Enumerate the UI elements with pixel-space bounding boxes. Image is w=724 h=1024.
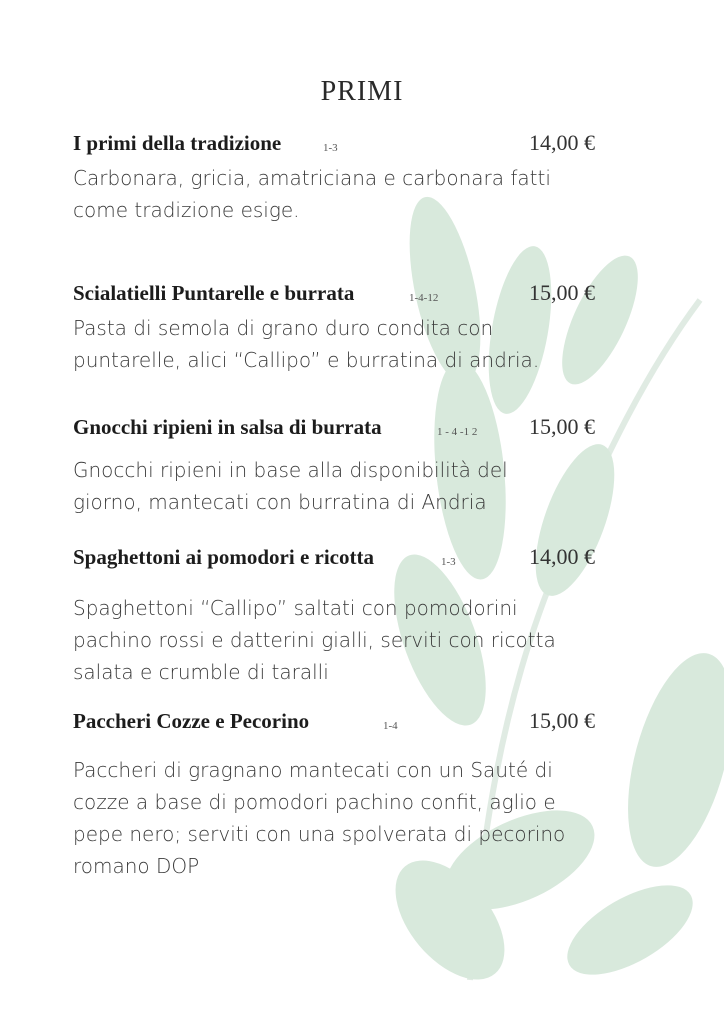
menu-item-description: Spaghettoni “Callipo” saltati con pomodorini pachino rossi e datterini gialli, serviti con ricotta salata e crumble di taralli	[73, 596, 556, 684]
menu-item-price: 14,00 €	[529, 544, 595, 569]
menu-item-allergens: 1-3	[323, 142, 338, 154]
menu-item-name: Paccheri Cozze e Pecorino	[73, 709, 310, 733]
menu-item-description: Gnocchi ripieni in base alla disponibilità del giorno, mantecati con burratina di Andria	[73, 458, 508, 514]
menu-item-price: 15,00 €	[529, 414, 595, 439]
menu-item-name: Gnocchi ripieni in salsa di burrata	[73, 415, 382, 439]
menu-item-allergens: 1-4-12	[409, 292, 439, 304]
menu-item-description: Pasta di semola di grano duro condita con puntarelle, alici “Callipo” e burratina di andria.	[73, 316, 540, 372]
menu-item	[73, 410, 653, 518]
menu-item-name: Spaghettoni ai pomodori e ricotta	[73, 545, 374, 569]
menu-item-price: 15,00 €	[529, 708, 595, 733]
menu-item-name: I primi della tradizione	[73, 131, 282, 155]
menu-item	[73, 540, 653, 688]
menu-item-allergens: 1-3	[441, 556, 456, 568]
menu-item-allergens: 1 - 4 -1 2	[437, 426, 478, 438]
menu-item-price: 15,00 €	[529, 280, 595, 305]
menu-item	[73, 704, 653, 882]
menu-item-price: 14,00 €	[529, 130, 595, 155]
section-title: PRIMI	[320, 76, 404, 107]
menu-item	[73, 276, 653, 376]
menu-item-description: Carbonara, gricia, amatriciana e carbonara fatti come tradizione esige.	[73, 166, 551, 222]
menu-item-allergens: 1-4	[383, 720, 398, 732]
menu-item-description: Paccheri di gragnano mantecati con un Sauté di cozze a base di pomodori pachino confit, aglio e pepe nero; serviti con una spolverata di pecorino romano DOP	[73, 758, 566, 878]
menu-item	[73, 126, 653, 226]
menu-item-name: Scialatielli Puntarelle e burrata	[73, 281, 355, 305]
